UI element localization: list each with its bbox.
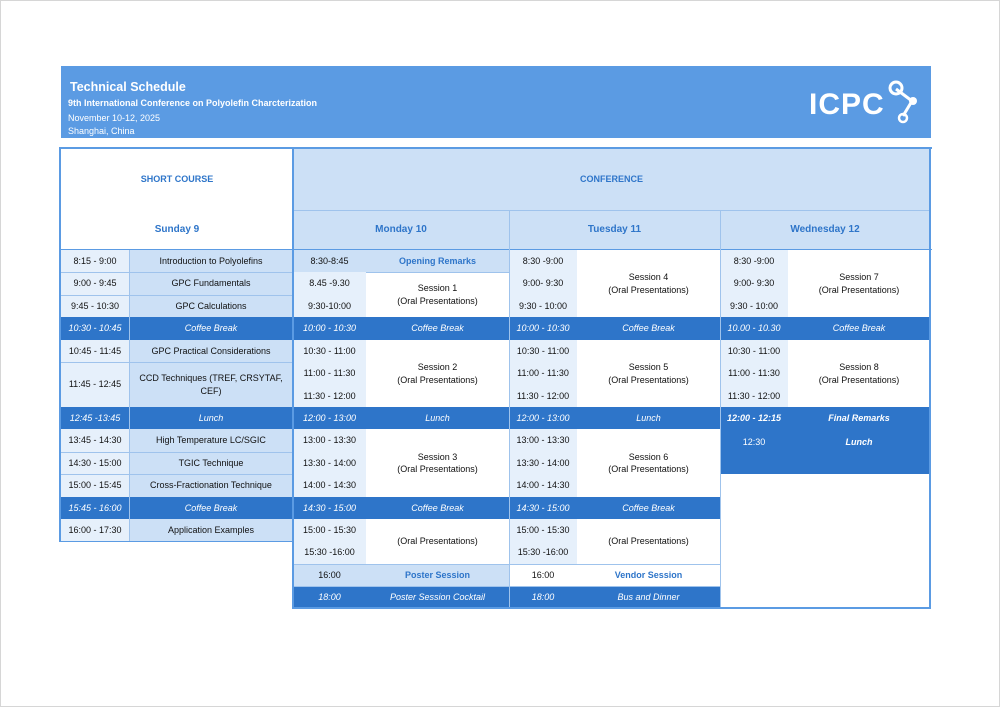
sunday-time: 13:45 - 14:30	[61, 429, 129, 452]
session-7	[788, 250, 930, 317]
day-divider	[720, 210, 721, 608]
poster-session: Poster Session	[366, 564, 509, 586]
session-4	[577, 250, 720, 317]
sunday-item: CCD Techniques (TREF, CRSYTAF, CEF)	[129, 362, 293, 407]
grid-line	[129, 250, 130, 541]
conference-divider	[293, 210, 930, 211]
vendor-session: Vendor Session	[577, 564, 720, 586]
session-oral: (Oral Presentations)	[366, 519, 509, 564]
monday-time: 8.45 -9.30	[293, 272, 366, 295]
grid-line	[61, 474, 293, 475]
wednesday-time: 9:00- 9:30	[720, 272, 788, 295]
monday-time: 16:00	[293, 564, 366, 586]
logo-text: ICPC	[809, 88, 885, 121]
final-remarks: Final Remarks	[788, 407, 930, 429]
icpc-logo	[809, 76, 919, 128]
sunday-break-time: 15:45 - 16:00	[61, 497, 129, 519]
wednesday-break-time: 10.00 - 10.30	[720, 317, 788, 340]
sunday-time: 14:30 - 15:00	[61, 452, 129, 474]
page-title: Technical Schedule	[70, 80, 186, 94]
sunday-item: Application Examples	[129, 519, 293, 541]
molecule-icon	[883, 76, 923, 128]
monday-coffee-break: Coffee Break	[366, 317, 509, 340]
tuesday-break-time: 10:00 - 10:30	[509, 317, 577, 340]
conference-header: CONFERENCE	[293, 149, 930, 210]
tuesday-time: 11:00 - 11:30	[509, 362, 577, 385]
day-header-monday: Monday 10	[293, 210, 509, 250]
session-1	[366, 272, 509, 317]
monday-evening-time: 18:00	[293, 586, 366, 608]
session-6	[577, 429, 720, 497]
sunday-time: 10:45 - 11:45	[61, 340, 129, 362]
session-title: Session 5	[628, 362, 669, 373]
monday-time: 14:00 - 14:30	[293, 474, 366, 497]
conference-location: Shanghai, China	[68, 126, 135, 136]
monday-time: 8:30-8:45	[293, 250, 366, 272]
tuesday-time: 8:30 -9:00	[509, 250, 577, 272]
tuesday-time: 15:30 -16:00	[509, 541, 577, 564]
monday-time: 11:30 - 12:00	[293, 385, 366, 407]
tuesday-time: 11:30 - 12:00	[509, 385, 577, 407]
wednesday-time: 11:00 - 11:30	[720, 362, 788, 385]
sunday-item: High Temperature LC/SGIC	[129, 429, 293, 452]
monday-time: 13:30 - 14:00	[293, 452, 366, 474]
sunday-item: GPC Fundamentals	[129, 272, 293, 295]
header-banner	[61, 66, 931, 138]
table-border-top	[59, 147, 932, 149]
session-3	[366, 429, 509, 497]
header-divider	[59, 249, 932, 250]
grid-line	[366, 272, 509, 273]
tuesday-break-time: 14:30 - 15:00	[509, 497, 577, 519]
session-type: (Oral Presentations)	[818, 284, 900, 295]
tuesday-time: 9:30 - 10:00	[509, 295, 577, 317]
opening-remarks: Opening Remarks	[366, 250, 509, 272]
day-divider	[509, 210, 510, 608]
tuesday-time: 9:00- 9:30	[509, 272, 577, 295]
sunday-time: 8:15 - 9:00	[61, 250, 129, 272]
monday-time: 15:30 -16:00	[293, 541, 366, 564]
tuesday-time: 10:30 - 11:00	[509, 340, 577, 362]
sunday-time: 9:00 - 9:45	[61, 272, 129, 295]
session-type: (Oral Presentations)	[608, 284, 689, 295]
session-5	[577, 340, 720, 407]
short-course-header: SHORT COURSE	[61, 149, 293, 209]
sunday-item: Cross-Fractionation Technique	[129, 474, 293, 497]
sunday-item: Introduction to Polyolefins	[129, 250, 293, 272]
sunday-lunch: Lunch	[129, 407, 293, 429]
session-type: (Oral Presentations)	[608, 374, 689, 385]
wednesday-time: 9:30 - 10:00	[720, 295, 788, 317]
session-title: Session 7	[839, 272, 879, 283]
monday-time: 9:30-10:00	[293, 295, 366, 317]
tuesday-coffee-break: Coffee Break	[577, 497, 720, 519]
tuesday-evening-time: 18:00	[509, 586, 577, 608]
tuesday-time: 16:00	[509, 564, 577, 586]
session-type: (Oral Presentations)	[397, 464, 478, 474]
monday-lunch: Lunch	[366, 407, 509, 429]
sunday-break-time: 12:45 -13:45	[61, 407, 129, 429]
monday-time: 11:00 - 11:30	[293, 362, 366, 385]
sunday-item: TGIC Technique	[129, 452, 293, 474]
table-border-left	[59, 147, 61, 542]
sunday-time: 11:45 - 12:45	[61, 362, 129, 407]
monday-time: 15:00 - 15:30	[293, 519, 366, 541]
tuesday-coffee-break: Coffee Break	[577, 317, 720, 340]
session-8	[788, 340, 930, 407]
table-border-right	[929, 147, 931, 609]
session-type: (Oral Presentations)	[818, 374, 900, 385]
grid-line	[61, 452, 293, 453]
monday-break-time: 10:00 - 10:30	[293, 317, 366, 340]
grid-line	[293, 586, 720, 587]
conference-name: 9th International Conference on Polyolefin Charcterization	[68, 98, 318, 108]
poster-session-cocktail: Poster Session Cocktail	[366, 586, 509, 608]
sunday-item: GPC Practical Considerations	[129, 340, 293, 362]
day-header-wednesday: Wednesday 12	[720, 210, 930, 250]
sunday-break-time: 10:30 - 10:45	[61, 317, 129, 340]
wednesday-remarks-time: 12:00 - 12:15	[720, 407, 788, 429]
tuesday-time: 13:00 - 13:30	[509, 429, 577, 452]
sunday-coffee-break: Coffee Break	[129, 497, 293, 519]
day-header-tuesday: Tuesday 11	[509, 210, 720, 250]
tuesday-time: 13:30 - 14:00	[509, 452, 577, 474]
session-type: (Oral Presentations)	[397, 295, 478, 306]
sunday-time: 15:00 - 15:45	[61, 474, 129, 497]
session-title: Session 1	[417, 283, 458, 294]
wednesday-time: 11:30 - 12:00	[720, 385, 788, 407]
grid-line	[61, 295, 293, 296]
monday-break-time: 14:30 - 15:00	[293, 497, 366, 519]
sunday-time: 9:45 - 10:30	[61, 295, 129, 317]
session-oral: (Oral Presentations)	[577, 519, 720, 564]
session-type: (Oral Presentations)	[608, 464, 689, 474]
wednesday-time: 10:30 - 11:00	[720, 340, 788, 362]
wednesday-lunch-time: 12:30	[720, 429, 788, 474]
session-title: Session 8	[839, 362, 879, 373]
sunday-item: GPC Calculations	[129, 295, 293, 317]
monday-break-time: 12:00 - 13:00	[293, 407, 366, 429]
monday-coffee-break: Coffee Break	[366, 497, 509, 519]
sunday-coffee-break: Coffee Break	[129, 317, 293, 340]
session-title: Session 4	[628, 272, 669, 283]
divider-short-conference	[292, 147, 294, 609]
session-2	[366, 340, 509, 407]
day-header-sunday: Sunday 9	[61, 210, 293, 250]
session-title: Session 2	[417, 362, 458, 373]
wednesday-lunch: Lunch	[788, 429, 930, 474]
session-title: Session 6	[628, 451, 669, 462]
monday-time: 13:00 - 13:30	[293, 429, 366, 452]
tuesday-lunch: Lunch	[577, 407, 720, 429]
bus-and-dinner: Bus and Dinner	[577, 586, 720, 608]
tuesday-time: 14:00 - 14:30	[509, 474, 577, 497]
grid-line	[61, 272, 293, 273]
grid-line	[61, 362, 293, 363]
tuesday-time: 15:00 - 15:30	[509, 519, 577, 541]
sunday-time: 16:00 - 17:30	[61, 519, 129, 541]
tuesday-break-time: 12:00 - 13:00	[509, 407, 577, 429]
table-border-bottom	[292, 607, 931, 609]
wednesday-time: 8:30 -9:00	[720, 250, 788, 272]
monday-time: 10:30 - 11:00	[293, 340, 366, 362]
session-title: Session 3	[417, 451, 458, 462]
wednesday-coffee-break: Coffee Break	[788, 317, 930, 340]
short-course-bottom	[59, 541, 293, 542]
session-type: (Oral Presentations)	[397, 374, 478, 385]
grid-line	[293, 564, 720, 565]
conference-dates: November 10-12, 2025	[68, 113, 161, 123]
